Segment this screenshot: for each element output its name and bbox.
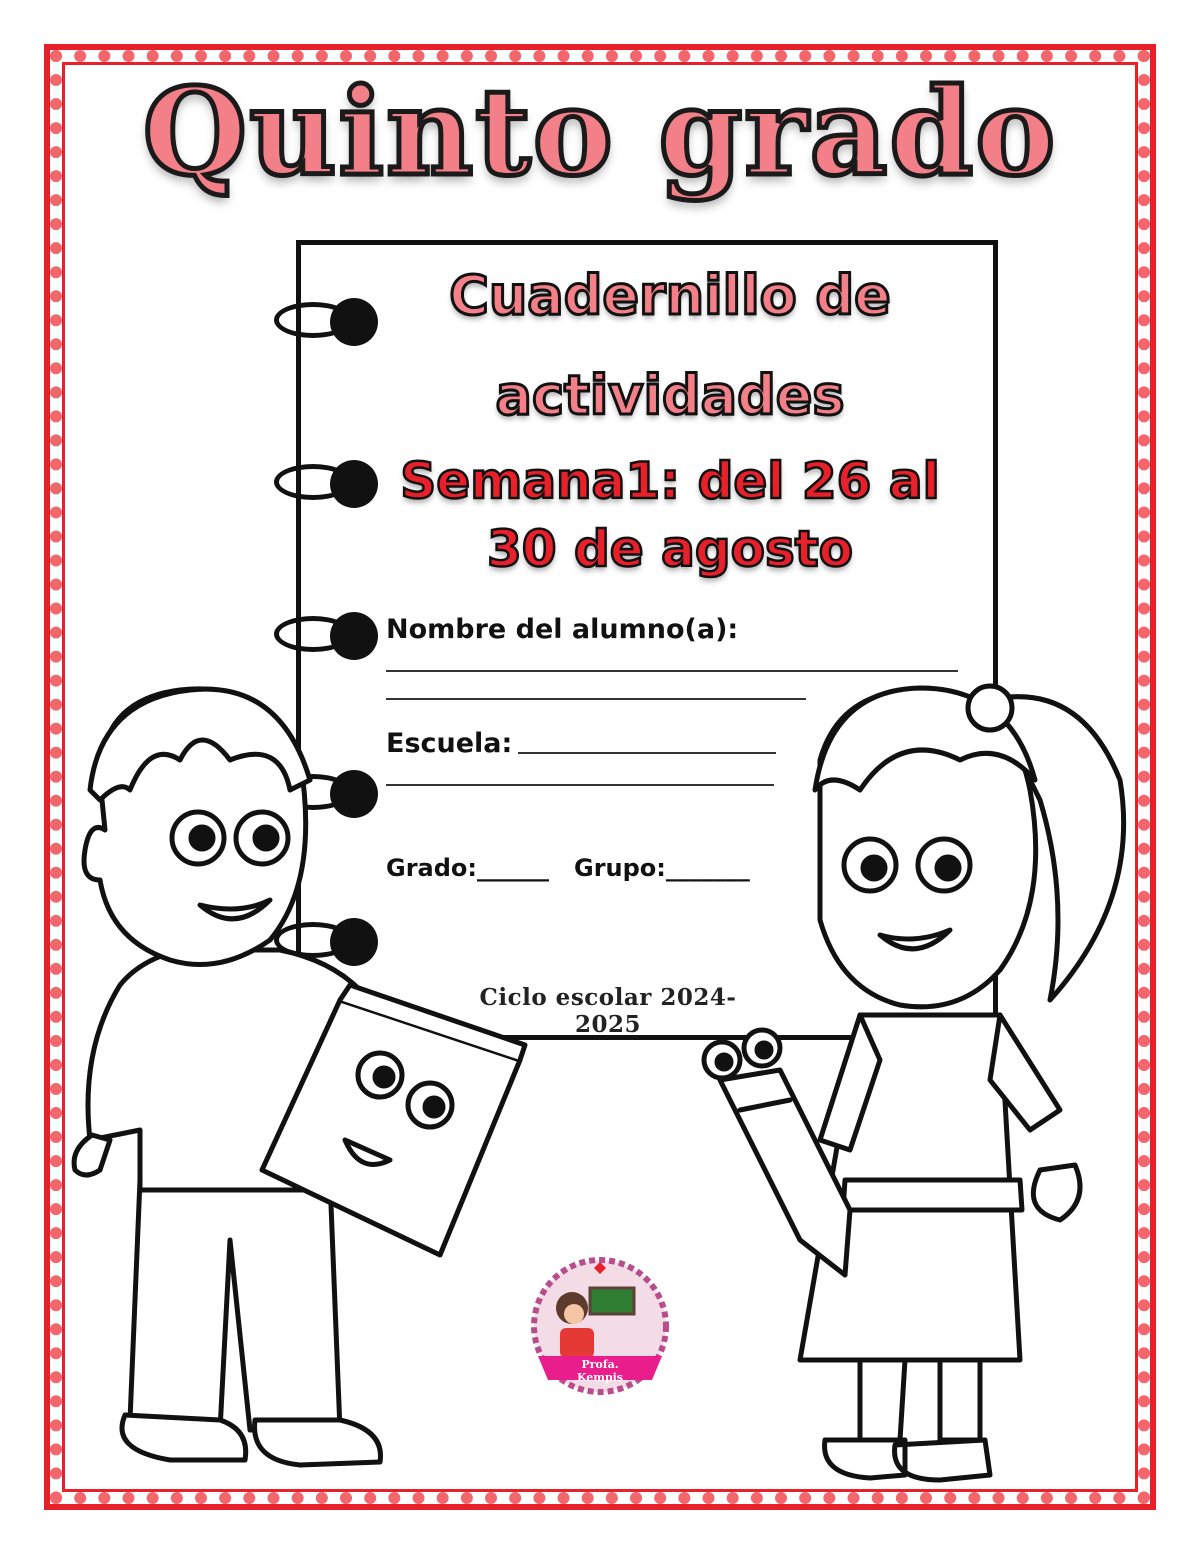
group-label: Grupo:_______: [574, 854, 750, 882]
girl-hand: [1033, 1165, 1080, 1220]
logo-text-line1: Profa.: [581, 1358, 619, 1371]
logo-text-line2: Kempis: [576, 1371, 624, 1384]
boy-arm: [74, 1135, 110, 1175]
week-line1: Semana1: del 26 al: [400, 452, 940, 510]
girl-legs: [860, 1360, 980, 1440]
notebook-title-line1: Cuadernillo de: [449, 264, 891, 327]
school-year-label: Ciclo escolar 2024-2025: [479, 984, 737, 1038]
notebook-title-line2: actividades: [495, 364, 845, 427]
grade-label: Grado:______: [386, 854, 549, 882]
week-line2: 30 de agosto: [487, 520, 853, 578]
girl-shoes: [825, 1440, 990, 1480]
cover-title: Quinto grado: [142, 62, 1058, 203]
student-name-label: Nombre del alumno(a):: [386, 614, 739, 645]
boy-legs: [130, 1180, 340, 1430]
school-label: Escuela:: [386, 728, 513, 759]
logo-text: [540, 1358, 660, 1384]
